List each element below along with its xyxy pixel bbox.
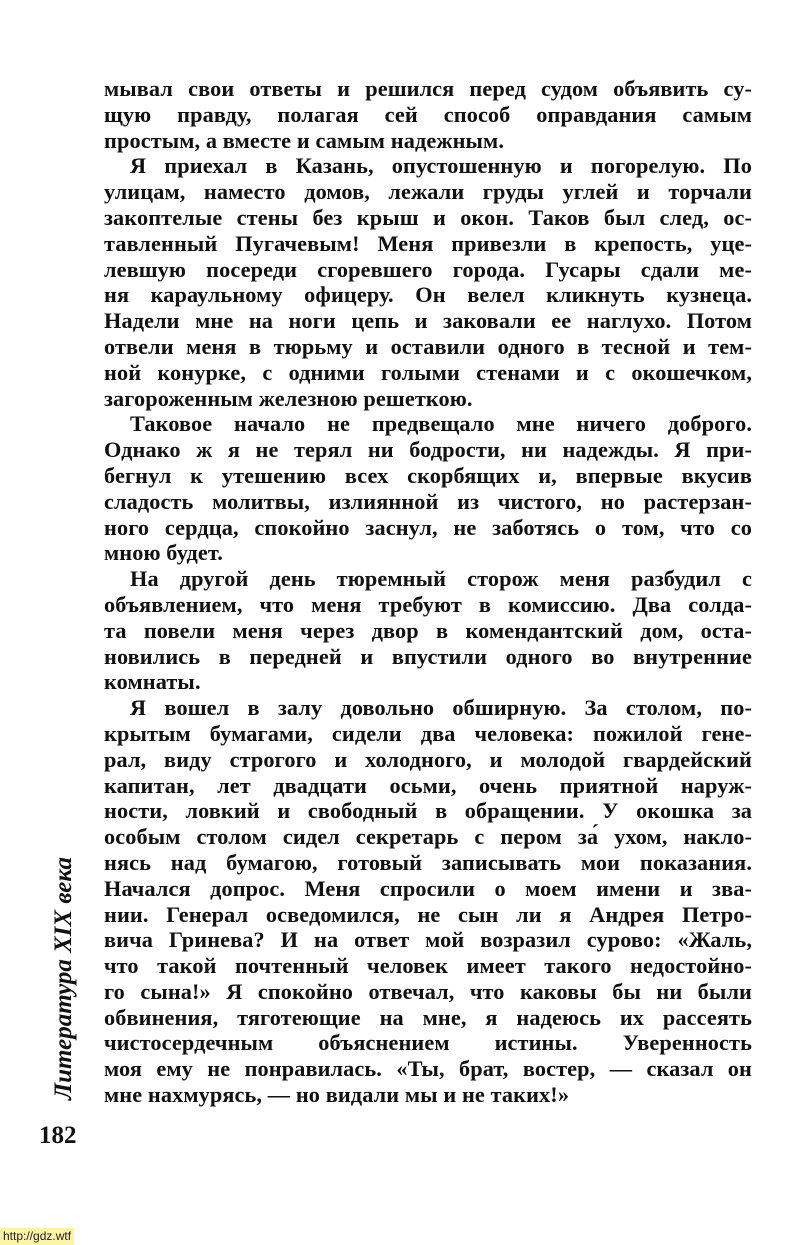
text-line: крытым бумагами, сидели два человека: пожилой гене- — [104, 720, 752, 746]
text-line: капитан, лет двадцати осьми, очень приятной наруж- — [104, 772, 752, 798]
section-running-title: Литература XIX века — [50, 857, 77, 1100]
text-line: тавленный Пугачевым! Меня привезли в крепость, уце- — [104, 230, 752, 256]
text-line: Начался допрос. Меня спросили о моем имени и зва- — [104, 875, 752, 901]
text-line: ного сердца, спокойно заснул, не заботясь о том, что со — [104, 514, 752, 540]
text-line: ной конурке, с одними голыми стенами и с окошечком, — [104, 359, 752, 385]
text-line: улицам, наместо домов, лежали груды углей и торчали — [104, 179, 752, 205]
text-line: сладость молитвы, излиянной из чистого, но растерзан- — [104, 488, 752, 514]
paragraph — [104, 411, 752, 566]
paragraph — [104, 153, 752, 411]
text-line: На другой день тюремный сторож меня разбудил с — [130, 566, 752, 592]
text-line: особым столом сидел секретарь с пером за́ ухом, накло- — [104, 824, 752, 850]
text-line: обвинения, тяготеющие на мне, я надеюсь их рассеять — [104, 1004, 752, 1030]
text-line: Надели мне на ноги цепь и заковали ее наглухо. Потом — [104, 308, 752, 334]
body-text — [104, 76, 752, 1108]
text-line: левшую посереди сгоревшего города. Гусары сдали ме- — [104, 256, 752, 282]
text-line: нясь над бумагою, готовый записывать мои показания. — [104, 849, 752, 875]
text-line: чистосердечным объяснением истины. Уверенность — [104, 1030, 752, 1056]
text-line: ности, ловкий и свободный в обращении. У окошка за — [104, 798, 752, 824]
text-line: го сына!» Я спокойно отвечал, что каковы бы ни были — [104, 978, 752, 1004]
text-line: моя ему не понравилась. «Ты, брат, востер, — сказал он — [104, 1056, 752, 1082]
text-line: рал, виду строгого и холодного, и молодой гвардейский — [104, 746, 752, 772]
text-line: нии. Генерал осведомился, не сын ли я Андрея Петро- — [104, 901, 752, 927]
text-line: щую правду, полагая сей способ оправдания самым — [104, 101, 752, 127]
paragraph — [104, 695, 752, 1108]
text-line: объявлением, что меня требуют в комиссию. Два солда- — [104, 591, 752, 617]
text-line: новились в передней и впустили одного во внутренние — [104, 643, 752, 669]
text-line: Таковое начало не предвещало мне ничего доброго. — [130, 411, 752, 437]
text-line: ня караульному офицеру. Он велел кликнуть кузнеца. — [104, 282, 752, 308]
paragraph — [104, 566, 752, 695]
text-line: Я вошел в залу довольно обширную. За столом, по- — [130, 695, 752, 721]
watermark-link[interactable]: http://gdz.wtf — [0, 1228, 74, 1245]
text-line: вича Гринева? И на ответ мой возразил сурово: «Жаль, — [104, 927, 752, 953]
text-line: бегнул к утешению всех скорбящих и, впервые вкусив — [104, 462, 752, 488]
text-line: мне нахмурясь, — но видали мы и не таких!» — [104, 1082, 570, 1108]
text-line: отвели меня в тюрьму и оставили одного в тесной и тем- — [104, 333, 752, 359]
page-number: 182 — [39, 1122, 77, 1149]
text-line: Я приехал в Казань, опустошенную и погорелую. По — [130, 153, 752, 179]
text-line: мною будет. — [104, 540, 223, 566]
text-line: мывал свои ответы и решился перед судом объявить су- — [104, 76, 752, 101]
text-line: загороженным железною решеткою. — [104, 385, 473, 411]
text-line: комнаты. — [104, 669, 201, 695]
text-line: что такой почтенный человек имеет такого недостойно- — [104, 953, 752, 979]
text-line: та повели меня через двор в комендантский дом, оста- — [104, 617, 752, 643]
paragraph — [104, 76, 752, 153]
text-line: Однако ж я не терял ни бодрости, ни надежды. Я при- — [104, 437, 752, 463]
text-line: закоптелые стены без крыш и окон. Таков был след, ос- — [104, 204, 752, 230]
text-line: простым, а вместе и самым надежным. — [104, 127, 504, 153]
